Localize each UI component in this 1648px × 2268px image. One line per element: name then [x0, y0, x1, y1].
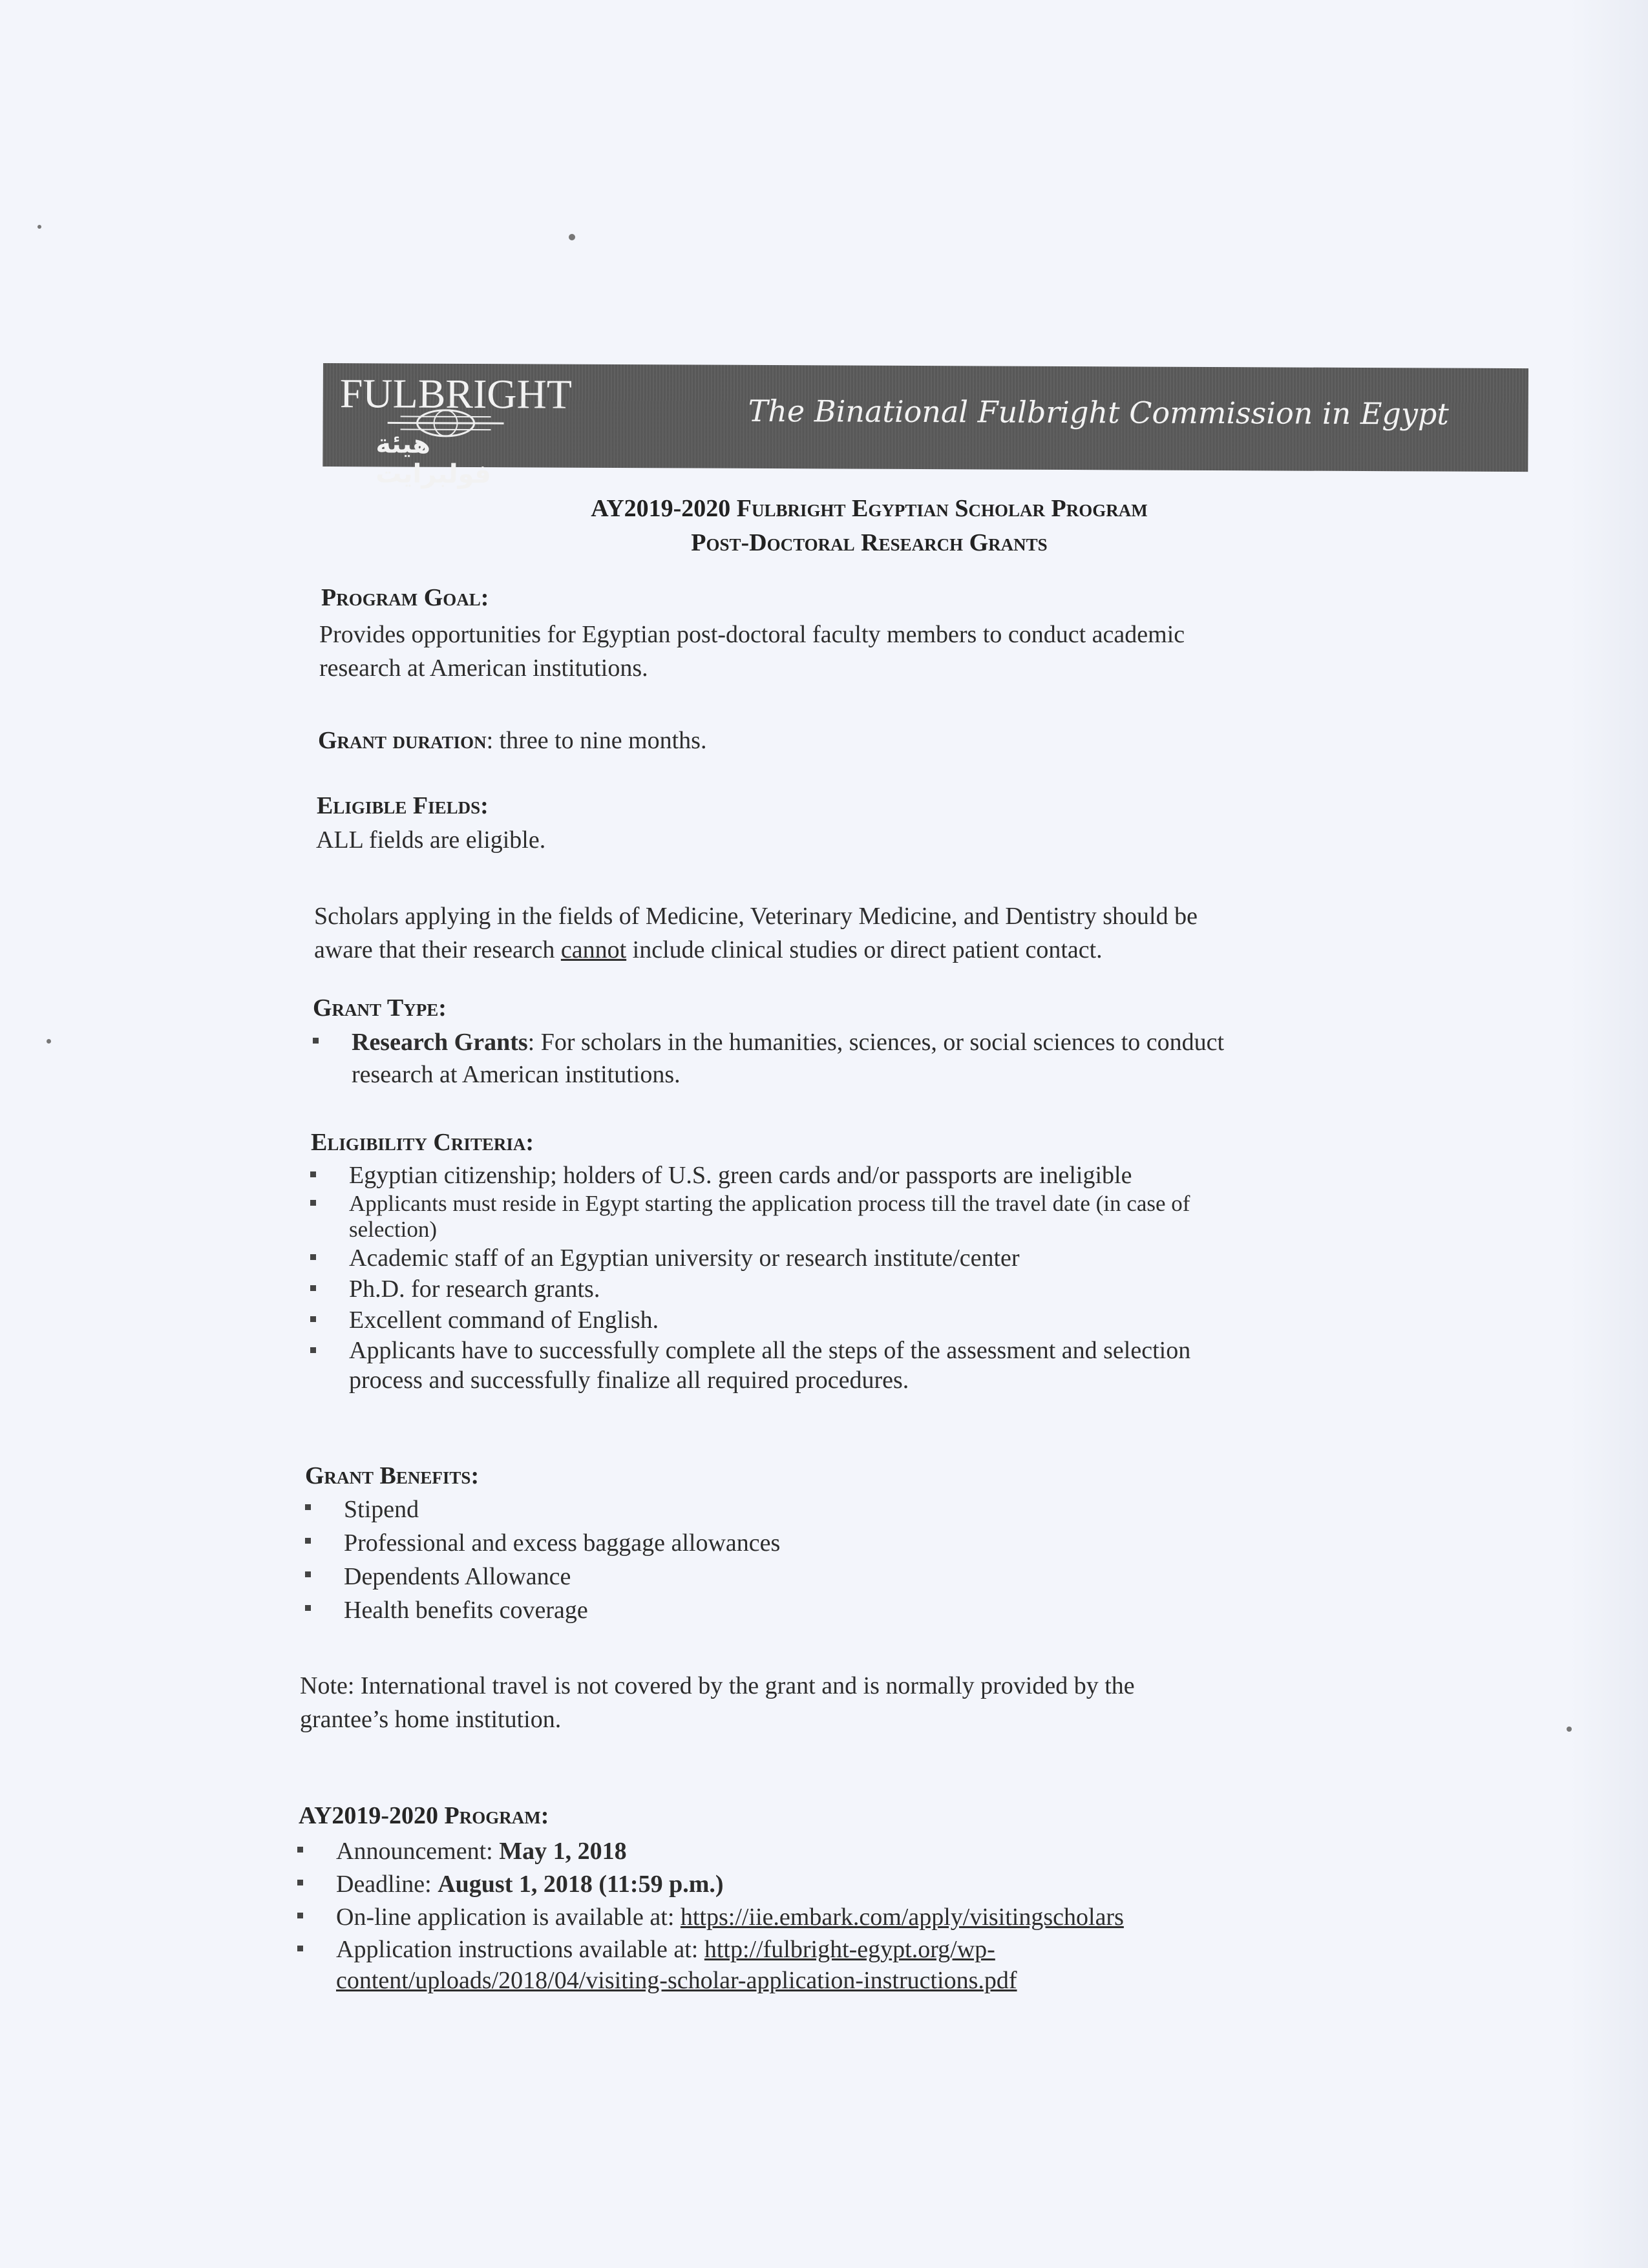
eligibility-item: Applicants have to successfully complete all the steps of the assessment and selection — [349, 1337, 1191, 1364]
eligible-fields-heading: Eligible Fields: — [317, 792, 489, 819]
banner-tagline: The Binational Fulbright Commission in Egypt — [748, 393, 1449, 432]
list-item — [304, 1560, 780, 1593]
page-edge-shadow — [1570, 0, 1648, 2268]
online-application-link[interactable]: https://iie.embark.com/apply/visitingscholars — [680, 1904, 1124, 1931]
benefits-list — [304, 1493, 780, 1627]
bullet-icon — [310, 1171, 316, 1177]
bullet-icon — [310, 1254, 316, 1260]
research-grants-label: Research Grants — [352, 1029, 528, 1056]
benefit-item: Professional and excess baggage allowances — [344, 1529, 781, 1557]
clinical-note — [314, 899, 1198, 967]
grant-duration-heading: Grant duration — [318, 727, 487, 754]
bullet-icon — [310, 1200, 316, 1206]
logo-wordmark: FULBRIGHT — [339, 370, 573, 417]
scan-speck — [1567, 1727, 1572, 1732]
research-grants-desc: : For scholars in the humanities, sciences, or social sciences to conduct — [527, 1029, 1225, 1056]
clinical-note-part: aware that their research — [314, 936, 561, 963]
benefit-item: Health benefits coverage — [344, 1597, 588, 1624]
program-heading: AY2019-2020 Program: — [299, 1802, 549, 1829]
list-item — [304, 1526, 780, 1560]
document-title-line1: AY2019-2020 Fulbright Egyptian Scholar Program — [591, 495, 1148, 522]
eligibility-heading: Eligibility Criteria: — [311, 1129, 534, 1156]
bullet-icon — [310, 1285, 316, 1291]
program-goal-heading: Program Goal: — [321, 584, 489, 611]
bullet-icon — [305, 1538, 311, 1544]
deadline-label: Deadline: — [336, 1871, 438, 1898]
announcement-label: Announcement: — [336, 1838, 500, 1865]
list-item — [309, 1243, 1190, 1274]
list-item — [309, 1336, 1190, 1395]
clinical-note-line1: Scholars applying in the fields of Medicine, Veterinary Medicine, and Dentistry should be — [314, 903, 1198, 930]
announcement-date: May 1, 2018 — [499, 1838, 627, 1865]
list-item — [296, 1901, 1124, 1934]
program-goal-text — [319, 618, 1185, 685]
bullet-icon — [297, 1847, 303, 1853]
benefit-item: Dependents Allowance — [344, 1563, 571, 1590]
list-item — [309, 1160, 1190, 1191]
bullet-icon — [305, 1605, 311, 1611]
grant-duration-value: : three to nine months. — [486, 727, 707, 754]
bullet-icon — [310, 1316, 316, 1322]
online-application-label: On-line application is available at: — [336, 1904, 681, 1931]
eligibility-item: Excellent command of English. — [349, 1307, 659, 1334]
clinical-note-line2 — [314, 933, 1198, 967]
instructions-label: Application instructions available at: — [336, 1936, 704, 1963]
bullet-icon — [310, 1347, 316, 1353]
travel-note — [300, 1669, 1135, 1736]
program-list — [296, 1835, 1124, 1996]
bullet-icon — [305, 1571, 311, 1577]
eligibility-item: Ph.D. for research grants. — [349, 1276, 600, 1303]
eligibility-list — [309, 1160, 1190, 1395]
clinical-note-emphasis: cannot — [560, 936, 627, 963]
list-item — [296, 1868, 1124, 1901]
travel-note-line2: grantee’s home institution. — [300, 1706, 562, 1733]
deadline-date: August 1, 2018 (11:59 p.m.) — [438, 1871, 724, 1898]
benefit-item: Stipend — [344, 1496, 419, 1523]
list-item — [296, 1835, 1124, 1868]
list-item — [304, 1493, 780, 1526]
eligibility-item: Academic staff of an Egyptian university or research institute/center — [349, 1244, 1020, 1272]
scan-speck — [47, 1039, 51, 1044]
instructions-link-continued[interactable]: content/uploads/2018/04/visiting-scholar-application-instructions.pdf — [336, 1967, 1017, 1994]
clinical-note-part: include clinical studies or direct patient contact. — [626, 936, 1103, 963]
bullet-icon — [305, 1504, 311, 1510]
travel-note-line1: Note: International travel is not covered by the grant and is normally provided by the — [300, 1672, 1135, 1699]
instructions-link[interactable]: http://fulbright-egypt.org/wp- — [704, 1936, 995, 1963]
bullet-icon — [297, 1880, 303, 1885]
fulbright-logo — [337, 367, 573, 490]
grant-duration — [318, 724, 706, 757]
list-item — [309, 1191, 1190, 1243]
bullet-icon — [297, 1913, 303, 1918]
program-goal-line2: research at American institutions. — [319, 655, 648, 682]
eligibility-item: Applicants must reside in Egypt starting the application process till the travel date (in case of — [349, 1191, 1190, 1216]
document-title-line2: Post-Doctoral Research Grants — [691, 529, 1048, 556]
eligibility-item-continued: selection) — [349, 1217, 438, 1242]
list-item — [296, 1934, 1124, 1996]
list-item — [309, 1305, 1190, 1336]
program-goal-line1: Provides opportunities for Egyptian post-doctoral faculty members to conduct academic — [319, 621, 1185, 648]
logo-arabic-text: هيئة فولبرايت — [375, 429, 491, 490]
eligibility-item: Egyptian citizenship; holders of U.S. green cards and/or passports are ineligible — [349, 1162, 1132, 1189]
list-item — [309, 1274, 1190, 1305]
grant-type-heading: Grant Type: — [313, 994, 447, 1022]
benefits-heading: Grant Benefits: — [305, 1462, 480, 1489]
bullet-icon — [313, 1038, 319, 1044]
scan-speck — [37, 225, 41, 229]
eligible-fields-text: ALL fields are eligible. — [316, 826, 546, 854]
scan-speck — [569, 234, 575, 240]
grant-type-list — [312, 1026, 1224, 1091]
list-item — [304, 1593, 780, 1627]
list-item — [312, 1026, 1224, 1091]
fulbright-banner — [322, 363, 1528, 490]
eligibility-item-continued: process and successfully finalize all required procedures. — [349, 1367, 909, 1394]
research-grants-desc-line2: research at American institutions. — [352, 1061, 681, 1088]
bullet-icon — [297, 1946, 303, 1951]
